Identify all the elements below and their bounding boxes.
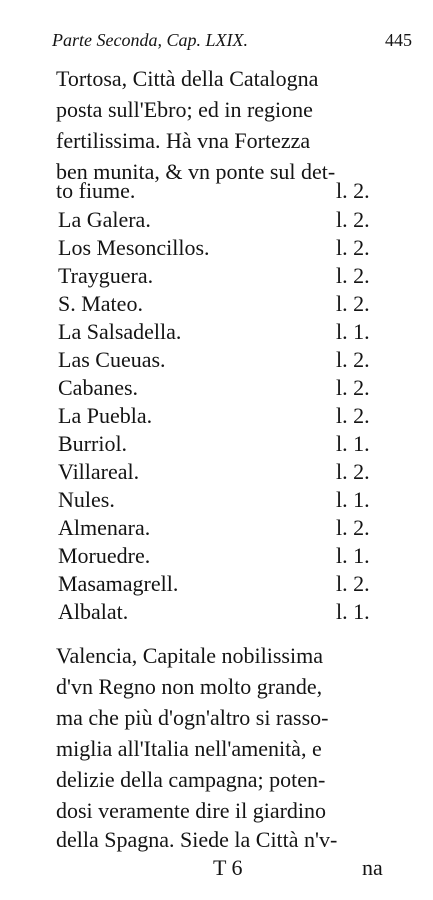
closing-line: d'vn Regno non molto grande, [56, 674, 323, 699]
place-name: Moruedre. [58, 543, 151, 568]
place-name: Los Mesoncillos. [58, 235, 210, 260]
list-item [58, 569, 388, 599]
list-item [58, 205, 388, 235]
distance-value: l. 2. [336, 515, 370, 540]
distance-value: l. 1. [336, 599, 370, 624]
distance-value: l. 2. [336, 207, 370, 232]
place-name: Trayguera. [58, 263, 154, 288]
distance-value: l. 2. [336, 263, 370, 288]
list-item [58, 541, 388, 571]
list-item [58, 597, 388, 627]
list-item [58, 373, 388, 403]
distance-value: l. 2. [336, 571, 370, 596]
running-title: Parte Seconda, Cap. LXIX. [52, 30, 248, 50]
distance-value: l. 2. [336, 291, 370, 316]
signature-mark: T 6 [213, 855, 243, 880]
distance-value: l. 2. [336, 403, 370, 428]
list-item [58, 485, 388, 515]
intro-line: posta sull'Ebro; ed in regione [56, 97, 313, 122]
intro-last-line [56, 176, 386, 206]
distance-value: l. 2. [336, 178, 370, 203]
list-item [58, 345, 388, 375]
intro-line: fertilissima. Hà vna Fortezza [56, 128, 311, 153]
place-name: Burriol. [58, 431, 128, 456]
place-name: S. Mateo. [58, 291, 143, 316]
distance-value: l. 2. [336, 347, 370, 372]
list-item [58, 429, 388, 459]
intro-line: Tortosa, Città della Catalogna [56, 66, 319, 91]
closing-line: delizie della campagna; poten- [56, 767, 326, 792]
list-item [58, 401, 388, 431]
place-name: Villareal. [58, 459, 140, 484]
intro-line: to fiume. [56, 178, 136, 203]
intro-line: ben munita, & vn ponte sul det- [56, 159, 336, 184]
distance-value: l. 1. [336, 487, 370, 512]
catchword: na [362, 855, 383, 880]
distance-value: l. 2. [336, 235, 370, 260]
closing-line: dosi veramente dire il giardino [56, 798, 327, 823]
place-name: Masamagrell. [58, 571, 179, 596]
list-item [58, 513, 388, 543]
place-name: La Puebla. [58, 403, 153, 428]
distance-value: l. 2. [336, 459, 370, 484]
place-name: La Salsadella. [58, 319, 182, 344]
place-name: Almenara. [58, 515, 151, 540]
list-item [58, 233, 388, 263]
place-name: La Galera. [58, 207, 151, 232]
place-name: Las Cueuas. [58, 347, 166, 372]
list-item [58, 457, 388, 487]
distance-value: l. 1. [336, 431, 370, 456]
page-number: 445 [385, 30, 412, 50]
place-name: Albalat. [58, 599, 129, 624]
distance-value: l. 2. [336, 375, 370, 400]
place-name: Nules. [58, 487, 115, 512]
list-item [58, 317, 388, 347]
list-item [58, 261, 388, 291]
closing-line: della Spagna. Siede la Città n'v- [56, 827, 338, 852]
distance-value: l. 1. [336, 319, 370, 344]
distance-value: l. 1. [336, 543, 370, 568]
running-header [52, 30, 412, 56]
closing-line: Valencia, Capitale nobilissima [56, 643, 323, 668]
closing-line: ma che più d'ogn'altro si rasso- [56, 705, 329, 730]
place-name: Cabanes. [58, 375, 139, 400]
closing-line: miglia all'Italia nell'amenità, e [56, 736, 322, 761]
list-item [58, 289, 388, 319]
